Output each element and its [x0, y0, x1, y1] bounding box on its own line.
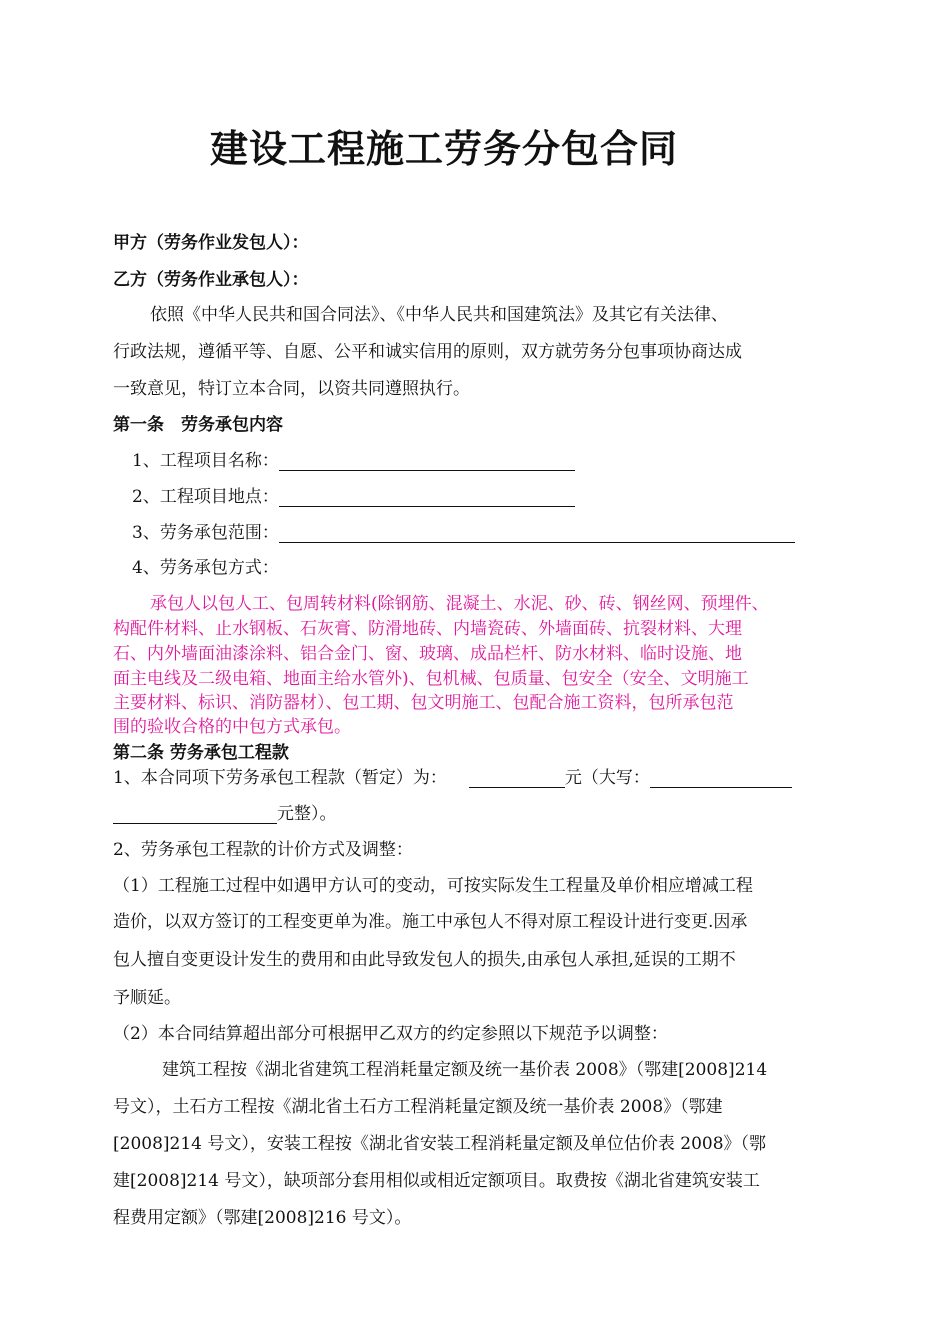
item-label: 3、劳务承包范围：: [132, 523, 279, 543]
item-project-location: [132, 482, 575, 507]
item-label: 1、工程项目名称：: [132, 451, 279, 471]
item-contract-method: 4、劳务承包方式：: [132, 558, 279, 578]
scope-line-4: 面主电线及二级电箱、地面主给水管外)、包机械、包质量、包安全（安全、文明施工: [113, 669, 749, 689]
standard-line-2: 号文），土石方工程按《湖北省土石方工程消耗量定额及统一基价表 2008》（鄂建: [113, 1097, 723, 1117]
article-2-heading: 第二条 劳务承包工程款: [113, 743, 289, 763]
item-contract-scope: [132, 518, 795, 543]
amount-words-blank-2: [113, 805, 277, 824]
amount-words-blank: [650, 769, 792, 788]
project-location-blank: [279, 488, 575, 507]
amount-end-label: 元整）。: [277, 804, 337, 824]
pricing-clause-1-line-1: （1）工程施工过程中如遇甲方认可的变动，可按实际发生工程量及单价相应增减工程: [113, 876, 753, 896]
standard-line-4: 建[2008]214 号文），缺项部分套用相似或相近定额项目。取费按《湖北省建筑安装工: [113, 1171, 760, 1191]
pricing-clause-1-line-3: 包人擅自变更设计发生的费用和由此导致发包人的损失,由承包人承担,延误的工期不: [113, 950, 736, 970]
intro-line-3: 一致意见，特订立本合同，以资共同遵照执行。: [113, 379, 470, 399]
intro-line-1: 依照《中华人民共和国合同法》、《中华人民共和国建筑法》及其它有关法律、: [150, 305, 728, 325]
standard-line-1: 建筑工程按《湖北省建筑工程消耗量定额及统一基价表 2008》（鄂建[2008]214: [162, 1060, 768, 1080]
scope-line-2: 构配件材料、止水钢板、石灰膏、防滑地砖、内墙瓷砖、外墙面砖、抗裂材料、大理: [113, 619, 742, 639]
contract-amount-line: [113, 763, 792, 788]
article-1-heading: 第一条 劳务承包内容: [113, 415, 283, 435]
party-b-label: 乙方（劳务作业承包人）：: [113, 270, 309, 290]
party-a-label: 甲方（劳务作业发包人）：: [113, 233, 309, 253]
contract-scope-blank: [279, 524, 795, 543]
pricing-clause-1-line-2: 造价，以双方签订的工程变更单为准。施工中承包人不得对原工程设计进行变更.因承: [113, 912, 748, 932]
standard-line-5: 程费用定额》（鄂建[2008]216 号文）。: [113, 1208, 412, 1228]
amount-blank: [469, 769, 565, 788]
intro-line-2: 行政法规，遵循平等、自愿、公平和诚实信用的原则，双方就劳务分包事项协商达成: [113, 342, 742, 362]
amount-words-line: [113, 799, 337, 824]
scope-line-3: 石、内外墙面油漆涂料、铝合金门、窗、玻璃、成品栏杆、防水材料、临时设施、地: [113, 644, 742, 664]
amount-label: 1、本合同项下劳务承包工程款（暂定）为：: [113, 768, 447, 788]
amount-unit-label: 元（大写：: [564, 768, 650, 788]
pricing-method-heading: 2、劳务承包工程款的计价方式及调整：: [113, 840, 413, 860]
scope-line-1: 承包人以包人工、包周转材料(除钢筋、混凝土、水泥、砂、砖、钢丝网、预埋件、: [150, 594, 769, 614]
item-project-name: [132, 446, 575, 471]
item-label: 2、工程项目地点：: [132, 487, 279, 507]
pricing-clause-1-line-4: 予顺延。: [113, 988, 181, 1008]
scope-line-6: 围的验收合格的中包方式承包。: [113, 717, 351, 737]
pricing-clause-2: （2）本合同结算超出部分可根据甲乙双方的约定参照以下规范予以调整：: [113, 1024, 668, 1044]
standard-line-3: [2008]214 号文），安装工程按《湖北省安装工程消耗量定额及单位估价表 2008》（鄂: [113, 1134, 767, 1154]
document-title: 建设工程施工劳务分包合同: [210, 127, 679, 171]
project-name-blank: [279, 452, 575, 471]
scope-line-5: 主要材料、标识、消防器材）、包工期、包文明施工、包配合施工资料，包所承包范: [113, 693, 734, 713]
